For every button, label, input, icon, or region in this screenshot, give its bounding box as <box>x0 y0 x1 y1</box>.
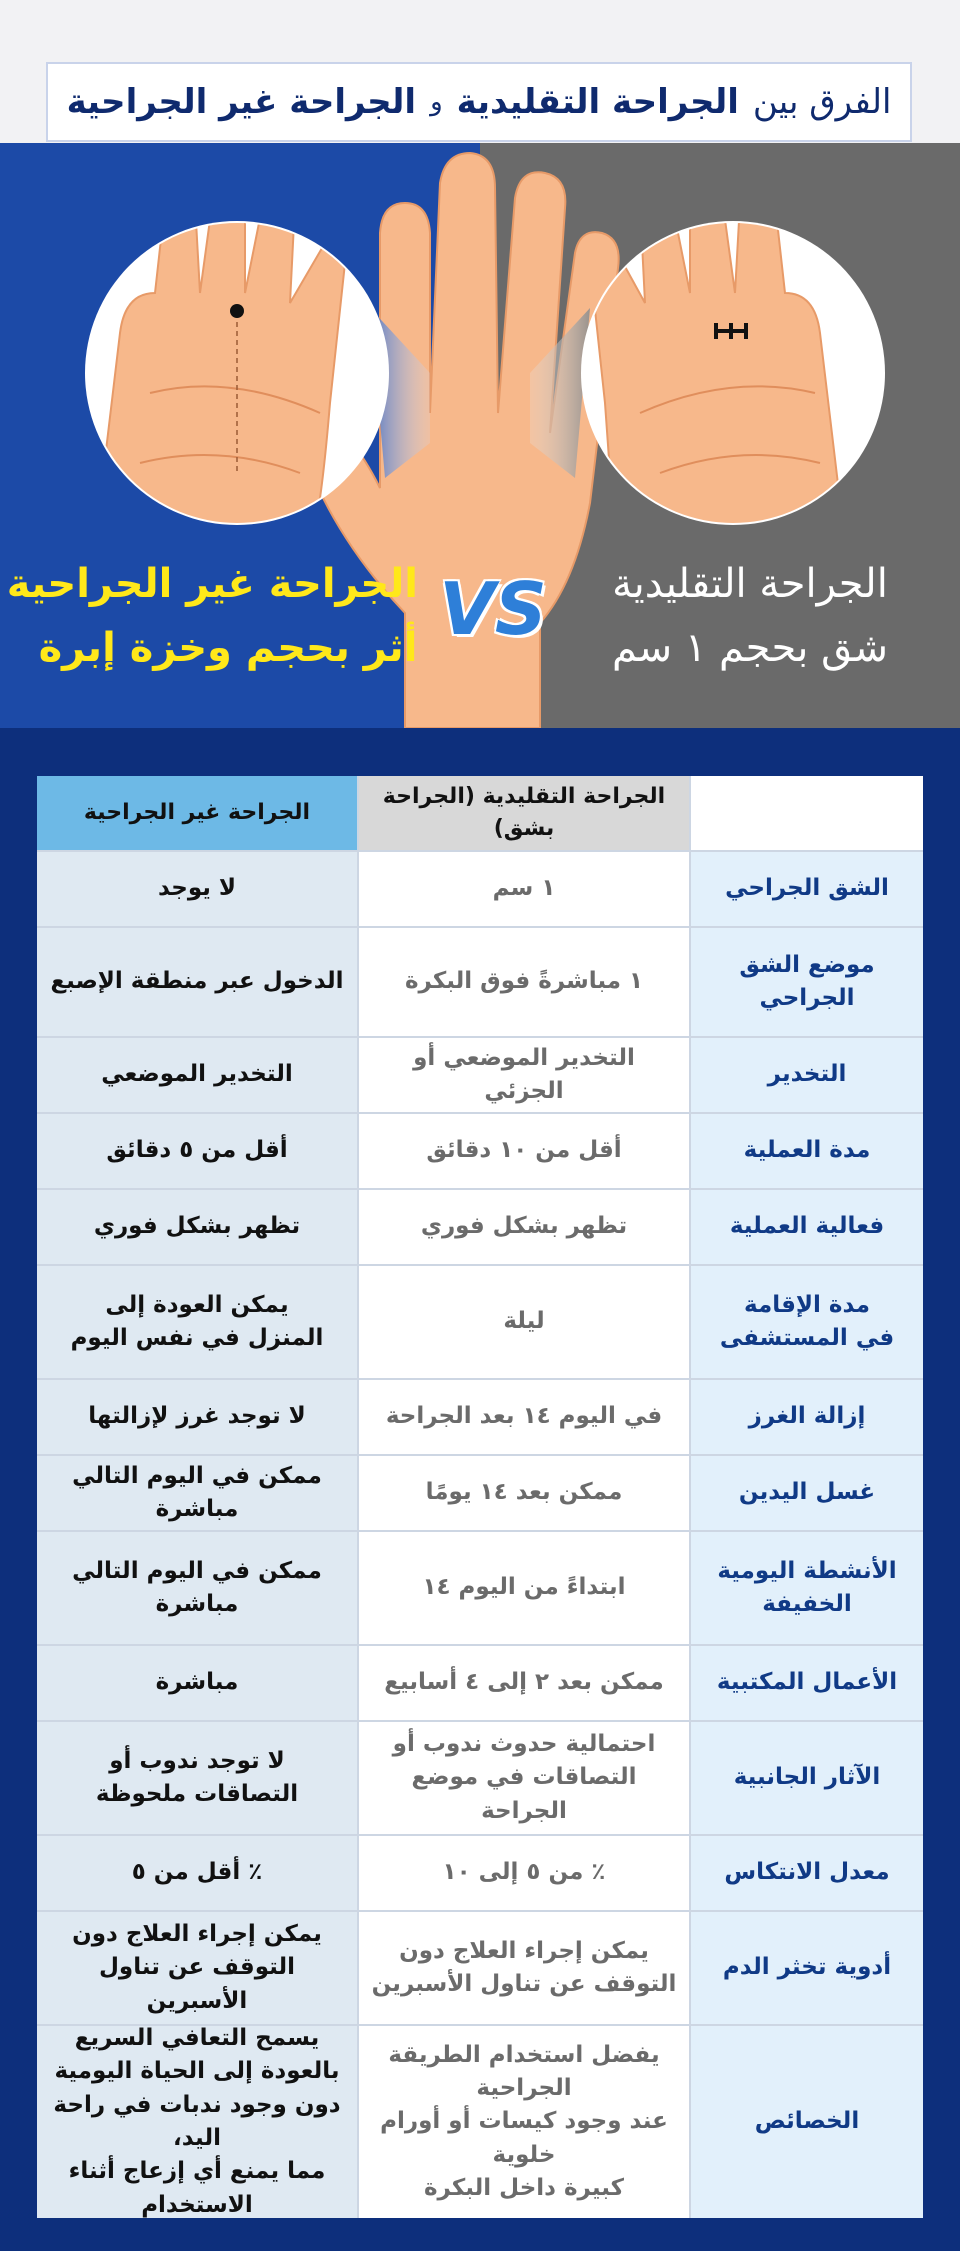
cell-nonsurgical-line: تظهر بشكل فوري <box>93 1213 301 1240</box>
table-row <box>37 2026 923 2218</box>
vs-badge: VS <box>439 567 547 651</box>
cell-nonsurgical <box>37 928 359 1036</box>
cell-label-line: الأنشطة اليومية <box>717 1557 897 1584</box>
cell-traditional-line: ممكن بعد ١٤ يومًا <box>425 1479 623 1506</box>
hero-traditional-title: الجراحة التقليدية <box>612 561 888 607</box>
cell-traditional-line: أقل من ١٠ دقائق <box>426 1137 622 1164</box>
cell-traditional-line: يمكن إجراء العلاج دون <box>399 1937 649 1964</box>
cell-label <box>691 2026 923 2218</box>
cell-nonsurgical-line: التوقف عن تناول الأسبرين <box>98 1954 296 2014</box>
cell-nonsurgical-line: لا توجد غرز لإزالتها <box>88 1403 306 1430</box>
table-row <box>37 1190 923 1266</box>
magnifier-right <box>575 177 895 543</box>
cell-nonsurgical <box>37 1114 359 1188</box>
table-row <box>37 1532 923 1646</box>
cell-label-line: الخفيفة <box>762 1591 852 1617</box>
title-part-2: الجراحة التقليدية <box>456 82 739 122</box>
cell-traditional-line: احتمالية حدوث ندوب أو <box>392 1730 656 1757</box>
cell-nonsurgical-line: بالعودة إلى الحياة اليومية <box>54 2058 340 2085</box>
cell-nonsurgical-line: التصاقات ملحوظة <box>95 1781 299 1807</box>
cell-traditional-line: تظهر بشكل فوري <box>420 1213 628 1240</box>
cell-traditional <box>359 852 691 926</box>
cell-label-line: الجراحي <box>759 985 855 1011</box>
cell-traditional <box>359 1190 691 1264</box>
cell-label-line: الآثار الجانبية <box>733 1764 881 1791</box>
cell-nonsurgical <box>37 1532 359 1644</box>
table-row <box>37 1456 923 1532</box>
table-row <box>37 1380 923 1456</box>
cell-label <box>691 1722 923 1834</box>
table-row <box>37 1836 923 1912</box>
cell-label <box>691 1836 923 1910</box>
cell-nonsurgical <box>37 1266 359 1378</box>
cell-nonsurgical-line: لا يوجد <box>157 875 237 902</box>
cell-label-line: إزالة الغرز <box>748 1403 866 1430</box>
cell-traditional <box>359 2026 691 2218</box>
cell-nonsurgical <box>37 1912 359 2024</box>
hero-traditional-subtitle: شق بحجم ١ سم <box>611 625 889 671</box>
cell-nonsurgical <box>37 852 359 926</box>
table-row <box>37 1038 923 1114</box>
cell-label <box>691 1456 923 1530</box>
cell-traditional-line: ممكن بعد ٢ إلى ٤ أسابيع <box>384 1669 664 1696</box>
cell-nonsurgical-line: ممكن في اليوم التالي مباشرة <box>72 1462 322 1522</box>
table-row <box>37 1114 923 1190</box>
cell-label-line: في المستشفى <box>719 1325 895 1351</box>
cell-traditional <box>359 1722 691 1834</box>
cell-label-line: الشق الجراحي <box>725 875 889 902</box>
cell-traditional-line: التخدير الموضعي أو الجزئي <box>413 1044 635 1104</box>
cell-traditional <box>359 928 691 1036</box>
cell-label-line: غسل اليدين <box>738 1479 876 1506</box>
header-nonsurgical: الجراحة غير الجراحية <box>37 776 359 850</box>
cell-label-line: التخدير <box>767 1061 847 1088</box>
cell-nonsurgical-line: الدخول عبر منطقة الإصبع <box>50 968 344 995</box>
cell-label <box>691 1114 923 1188</box>
cell-traditional-line: ٪ من ٥ إلى ١٠ <box>442 1859 606 1886</box>
cell-label-line: فعالية العملية <box>729 1213 885 1240</box>
cell-label <box>691 1190 923 1264</box>
table-header-row <box>37 776 923 852</box>
cell-nonsurgical <box>37 1190 359 1264</box>
cell-label <box>691 852 923 926</box>
cell-label-line: معدل الانتكاس <box>724 1859 890 1886</box>
needle-mark-icon <box>230 304 244 318</box>
header-traditional: الجراحة التقليدية (الجراحة بشق) <box>359 776 691 850</box>
cell-traditional <box>359 1532 691 1644</box>
cell-nonsurgical-line: ٪ أقل من ٥ <box>131 1859 263 1886</box>
header-empty <box>691 776 923 850</box>
cell-traditional-line: يفضل استخدام الطريقة الجراحية <box>388 2041 660 2101</box>
cell-traditional <box>359 1380 691 1454</box>
cell-label <box>691 1646 923 1720</box>
cell-traditional <box>359 1836 691 1910</box>
cell-nonsurgical-line: أقل من ٥ دقائق <box>106 1137 288 1164</box>
cell-nonsurgical <box>37 1646 359 1720</box>
cell-label-line: الخصائص <box>754 2108 860 2135</box>
cell-label <box>691 1912 923 2024</box>
cell-nonsurgical-line: مما يمنع أي إزعاج أثناء الاستخدام <box>68 2158 326 2218</box>
cell-nonsurgical <box>37 1456 359 1530</box>
cell-nonsurgical-line: يمكن إجراء العلاج دون <box>72 1920 322 1947</box>
cell-traditional-line: ليلة <box>503 1308 545 1335</box>
cell-nonsurgical <box>37 1836 359 1910</box>
cell-label <box>691 1266 923 1378</box>
cell-nonsurgical-line: يسمح التعافي السريع <box>74 2024 320 2051</box>
table-row <box>37 1646 923 1722</box>
cell-traditional-line: التصاقات في موضع الجراحة <box>411 1764 637 1824</box>
cell-traditional-line: التوقف عن تناول الأسبرين <box>371 1971 677 1997</box>
cell-nonsurgical <box>37 1380 359 1454</box>
cell-nonsurgical-line: يمكن العودة إلى <box>105 1291 289 1318</box>
cell-label <box>691 1038 923 1112</box>
cell-nonsurgical-line: دون وجود ندبات في راحة اليد، <box>53 2091 341 2151</box>
cell-traditional <box>359 1266 691 1378</box>
title-part-4: الجراحة غير الجراحية <box>66 82 417 122</box>
cell-nonsurgical-line: التخدير الموضعي <box>101 1061 293 1088</box>
title-part-3: و <box>430 87 443 117</box>
table-row <box>37 1722 923 1836</box>
table-row <box>37 928 923 1038</box>
cell-nonsurgical-line: ممكن في اليوم التالي مباشرة <box>72 1557 322 1617</box>
cell-traditional <box>359 1646 691 1720</box>
hero-nonsurgical-subtitle: أثر بحجم وخزة إبرة <box>38 625 418 671</box>
cell-traditional <box>359 1912 691 2024</box>
cell-traditional <box>359 1038 691 1112</box>
cell-label-line: مدة العملية <box>743 1137 871 1164</box>
title-part-1: الفرق بين <box>752 82 892 122</box>
cell-traditional-line: ابتداءً من اليوم ١٤ <box>422 1574 626 1601</box>
cell-nonsurgical-line: لا توجد ندوب أو <box>109 1747 285 1774</box>
cell-traditional-line: في اليوم ١٤ بعد الجراحة <box>385 1403 663 1430</box>
comparison-table <box>37 776 923 2218</box>
table-row <box>37 1912 923 2026</box>
cell-traditional-line: ١ سم <box>492 875 556 902</box>
cell-label <box>691 1532 923 1644</box>
hero-illustration <box>0 143 960 728</box>
cell-nonsurgical-line: مباشرة <box>155 1669 239 1696</box>
cell-traditional-line: عند وجود كيسات أو أورام خلوية <box>380 2108 668 2168</box>
comparison-section <box>0 728 960 2251</box>
cell-nonsurgical-line: المنزل في نفس اليوم <box>70 1325 324 1351</box>
cell-label-line: مدة الإقامة <box>744 1291 871 1318</box>
header-band <box>0 0 960 143</box>
cell-label-line: الأعمال المكتبية <box>716 1669 898 1696</box>
table-row <box>37 1266 923 1380</box>
cell-traditional-line: ١ مباشرةً فوق البكرة <box>404 968 644 995</box>
cell-label <box>691 928 923 1036</box>
cell-label-line: موضع الشق <box>739 951 875 978</box>
cell-nonsurgical <box>37 1038 359 1112</box>
hero-nonsurgical-title: الجراحة غير الجراحية <box>6 561 418 607</box>
cell-nonsurgical <box>37 2026 359 2218</box>
cell-traditional <box>359 1114 691 1188</box>
table-row <box>37 852 923 928</box>
title-box <box>46 62 912 142</box>
cell-traditional-line: كبيرة داخل البكرة <box>423 2175 624 2202</box>
cell-label-line: أدوية تخثر الدم <box>722 1954 892 1981</box>
cell-label <box>691 1380 923 1454</box>
cell-nonsurgical <box>37 1722 359 1834</box>
cell-traditional <box>359 1456 691 1530</box>
